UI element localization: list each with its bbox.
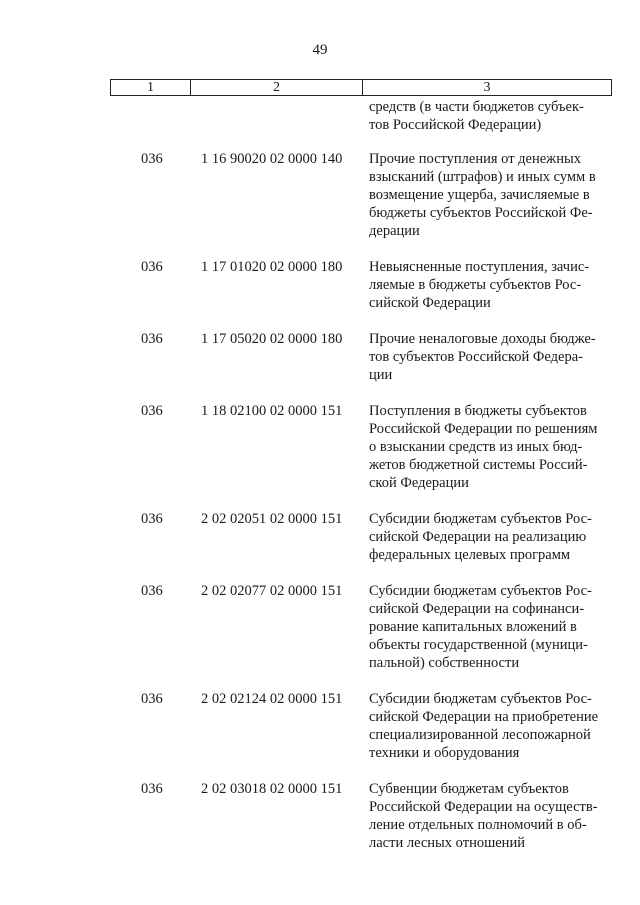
table-header: [110, 79, 612, 96]
revenue-description: [369, 510, 619, 564]
revenue-description: [369, 150, 619, 240]
continuation-line: тов Российской Федерации): [369, 117, 542, 133]
budget-classification-code: 1 18 02100 02 0000 151: [201, 403, 343, 419]
description-line: Субвенции бюджетам субъектов: [369, 781, 569, 797]
table-row: [0, 402, 640, 492]
table-row: [0, 150, 640, 240]
description-line: жетов бюджетной системы Россий-: [369, 457, 588, 473]
revenue-description: [369, 402, 619, 492]
description-line: тов субъектов Российской Федера-: [369, 349, 583, 365]
continuation-text: [369, 98, 619, 134]
budget-classification-code: 2 02 03018 02 0000 151: [201, 781, 343, 797]
description-line: возмещение ущерба, зачисляемые в: [369, 187, 590, 203]
description-line: Российской Федерации по решениям: [369, 421, 598, 437]
description-line: сийской Федерации на реализацию: [369, 529, 587, 545]
admin-code: 036: [141, 331, 163, 347]
admin-code: 036: [141, 511, 163, 527]
table-row: [0, 690, 640, 762]
description-line: о взыскании средств из иных бюд-: [369, 439, 583, 455]
description-line: техники и оборудования: [369, 745, 520, 761]
revenue-description: [369, 582, 619, 672]
description-line: сийской Федерации на приобретение: [369, 709, 599, 725]
budget-classification-code: 2 02 02051 02 0000 151: [201, 511, 343, 527]
header-col-2: 2: [191, 80, 363, 95]
description-line: Прочие поступления от денежных: [369, 151, 581, 167]
revenue-description: [369, 330, 619, 384]
budget-classification-code: 1 17 01020 02 0000 180: [201, 259, 343, 275]
description-line: Российской Федерации на осуществ-: [369, 799, 598, 815]
table-row: [0, 330, 640, 384]
admin-code: 036: [141, 151, 163, 167]
admin-code: 036: [141, 259, 163, 275]
description-line: Невыясненные поступления, зачис-: [369, 259, 590, 275]
description-line: бюджеты субъектов Российской Фе-: [369, 205, 593, 221]
revenue-description: [369, 780, 619, 852]
description-line: Субсидии бюджетам субъектов Рос-: [369, 691, 592, 707]
description-line: федеральных целевых программ: [369, 547, 571, 563]
revenue-description: [369, 258, 619, 312]
description-line: специализированной лесопожарной: [369, 727, 591, 743]
header-col-1: 1: [111, 80, 191, 95]
budget-classification-code: 2 02 02124 02 0000 151: [201, 691, 343, 707]
header-col-3: 3: [483, 80, 491, 95]
admin-code: 036: [141, 403, 163, 419]
admin-code: 036: [141, 583, 163, 599]
description-line: Прочие неналоговые доходы бюдже-: [369, 331, 596, 347]
description-line: взысканий (штрафов) и иных сумм в: [369, 169, 596, 185]
continuation-line: средств (в части бюджетов субъек-: [369, 99, 584, 115]
budget-classification-code: 1 17 05020 02 0000 180: [201, 331, 343, 347]
description-line: ции: [369, 367, 393, 383]
description-line: сийской Федерации: [369, 295, 491, 311]
description-line: Поступления в бюджеты субъектов: [369, 403, 587, 419]
description-line: ляемые в бюджеты субъектов Рос-: [369, 277, 582, 293]
description-line: Субсидии бюджетам субъектов Рос-: [369, 511, 592, 527]
page-number: 49: [312, 42, 328, 58]
budget-classification-code: 2 02 02077 02 0000 151: [201, 583, 343, 599]
description-line: рование капитальных вложений в: [369, 619, 577, 635]
budget-classification-code: 1 16 90020 02 0000 140: [201, 151, 343, 167]
description-line: ление отдельных полномочий в об-: [369, 817, 587, 833]
description-line: ласти лесных отношений: [369, 835, 525, 851]
description-line: дерации: [369, 223, 420, 239]
admin-code: 036: [141, 781, 163, 797]
description-line: Субсидии бюджетам субъектов Рос-: [369, 583, 592, 599]
table-row: [0, 582, 640, 672]
admin-code: 036: [141, 691, 163, 707]
table-row: [0, 510, 640, 564]
description-line: ской Федерации: [369, 475, 469, 491]
table-row: [0, 258, 640, 312]
table-body: [0, 150, 640, 870]
description-line: объекты государственной (муници-: [369, 637, 588, 653]
description-line: сийской Федерации на софинанси-: [369, 601, 585, 617]
table-row: [0, 780, 640, 852]
description-line: пальной) собственности: [369, 655, 520, 671]
revenue-description: [369, 690, 619, 762]
